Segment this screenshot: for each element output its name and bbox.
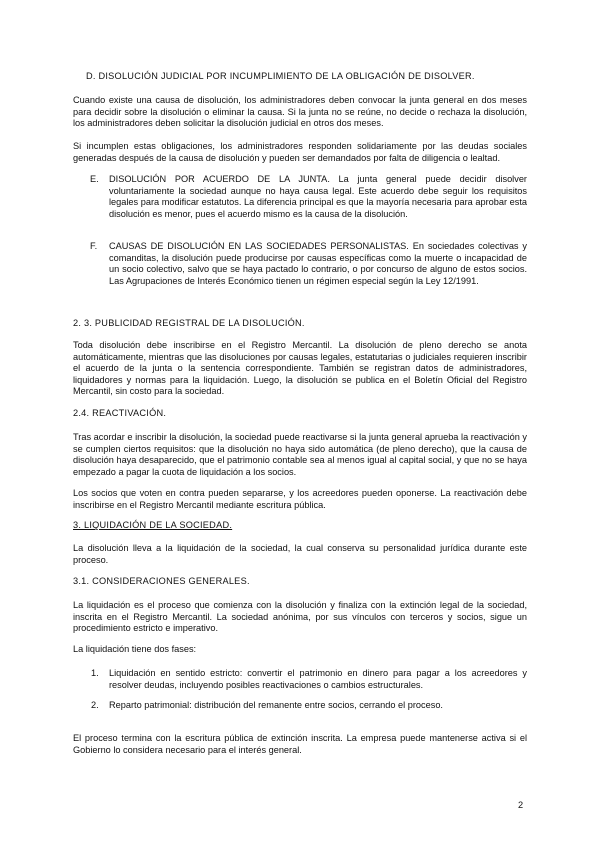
paragraph-3: La disolución lleva a la liquidación de la sociedad, la cual conserva su personalidad jurídica durante este proceso. (73, 543, 527, 565)
list-label-e: E. (90, 174, 99, 184)
paragraph-3-1-1: La liquidación es el proceso que comienza con la disolución y finaliza con la extinción legal de la sociedad, inscrita en el Registro Mercantil. La sociedad anónima, por sus vínculos con terceros y socios, sigue un procedimiento estricto e imperativo. (73, 600, 527, 634)
paragraph-3-1-2: La liquidación tiene dos fases: (73, 644, 197, 654)
phase-number: 1. (91, 668, 99, 678)
heading-2-4: 2.4. REACTIVACIÓN. (73, 408, 167, 418)
phase-number: 2. (91, 700, 99, 710)
paragraph-d-2: Si incumplen estas obligaciones, los administradores responden solidariamente por las deudas sociales generadas después de la causa de disolución y pueden ser demandados por falta de diligencia o lealtad. (73, 141, 527, 163)
phase-item: Liquidación en sentido estricto: convertir el patrimonio en dinero para pagar a los acreedores y resolver deudas, incluyendo posibles reactivaciones o cambios estructurales. (109, 668, 527, 690)
heading-2-3: 2. 3. PUBLICIDAD REGISTRAL DE LA DISOLUCIÓN. (73, 318, 305, 328)
paragraph-f: CAUSAS DE DISOLUCIÓN EN LAS SOCIEDADES PERSONALISTAS. En sociedades colectivas y comanditas, la disolución puede producirse por causas específicas como la muerte o incapacidad de un socio colectivo, salvo que se haya pactado lo contrario, o por concurso de alguno de estos socios. Las Agrupaciones de Interés Económico tienen un régimen especial según la Ley 12/1991. (109, 241, 527, 286)
paragraph-final: El proceso termina con la escritura pública de extinción inscrita. La empresa puede mantenerse activa si el Gobierno lo considera necesario para el interés general. (73, 733, 527, 755)
heading-3-1: 3.1. CONSIDERACIONES GENERALES. (73, 576, 250, 586)
heading-d: D. DISOLUCIÓN JUDICIAL POR INCUMPLIMIENTO DE LA OBLIGACIÓN DE DISOLVER. (86, 71, 475, 81)
list-label-f: F. (90, 241, 98, 251)
paragraph-2-4-1: Tras acordar e inscribir la disolución, la sociedad puede reactivarse si la junta general aprueba la reactivación y se cumplen ciertos requisitos: que la disolución no haya sido automática (de pleno derecho), que la causa de disolución haya desaparecido, que el patrimonio contable sea al menos igual al capital social, y que no se haya empezado a pagar la cuota de liquidación a los socios. (73, 432, 527, 477)
page-number: 2 (518, 800, 524, 810)
paragraph-2-4-2: Los socios que voten en contra pueden separarse, y los acreedores pueden oponerse. La reactivación debe inscribirse en el Registro Mercantil mediante escritura pública. (73, 488, 527, 510)
paragraph-d-1: Cuando existe una causa de disolución, los administradores deben convocar la junta general en dos meses para decidir sobre la disolución o eliminar la causa. Si la junta no se reúne, no decide o rechaza la disolución, los administradores deben solicitar la disolución judicial en otros dos meses. (73, 95, 527, 129)
paragraph-e: DISOLUCIÓN POR ACUERDO DE LA JUNTA. La junta general puede decidir disolver voluntariamente la sociedad aunque no haya causa legal. Este acuerdo debe seguir los requisitos legales para modificar estatutos. La diferencia principal es que la mayoría necesaria para aprobar esta disolución es menor, pues el acuerdo mismo es la causa de la disolución. (109, 174, 527, 219)
heading-3: 3. LIQUIDACIÓN DE LA SOCIEDAD. (73, 520, 233, 530)
phase-item: Reparto patrimonial: distribución del remanente entre socios, cerrando el proceso. (109, 700, 443, 710)
paragraph-2-3: Toda disolución debe inscribirse en el Registro Mercantil. La disolución de pleno derecho se anota automáticamente, mientras que las disoluciones por causas legales, estatutarias o judiciales requieren inscribir el acuerdo de la junta o la sentencia correspondiente. También se registran datos de administradores, liquidadores y normas para la liquidación. Luego, la disolución se publica en el Boletín Oficial del Registro Mercantil, sin costo para la sociedad. (73, 340, 527, 397)
